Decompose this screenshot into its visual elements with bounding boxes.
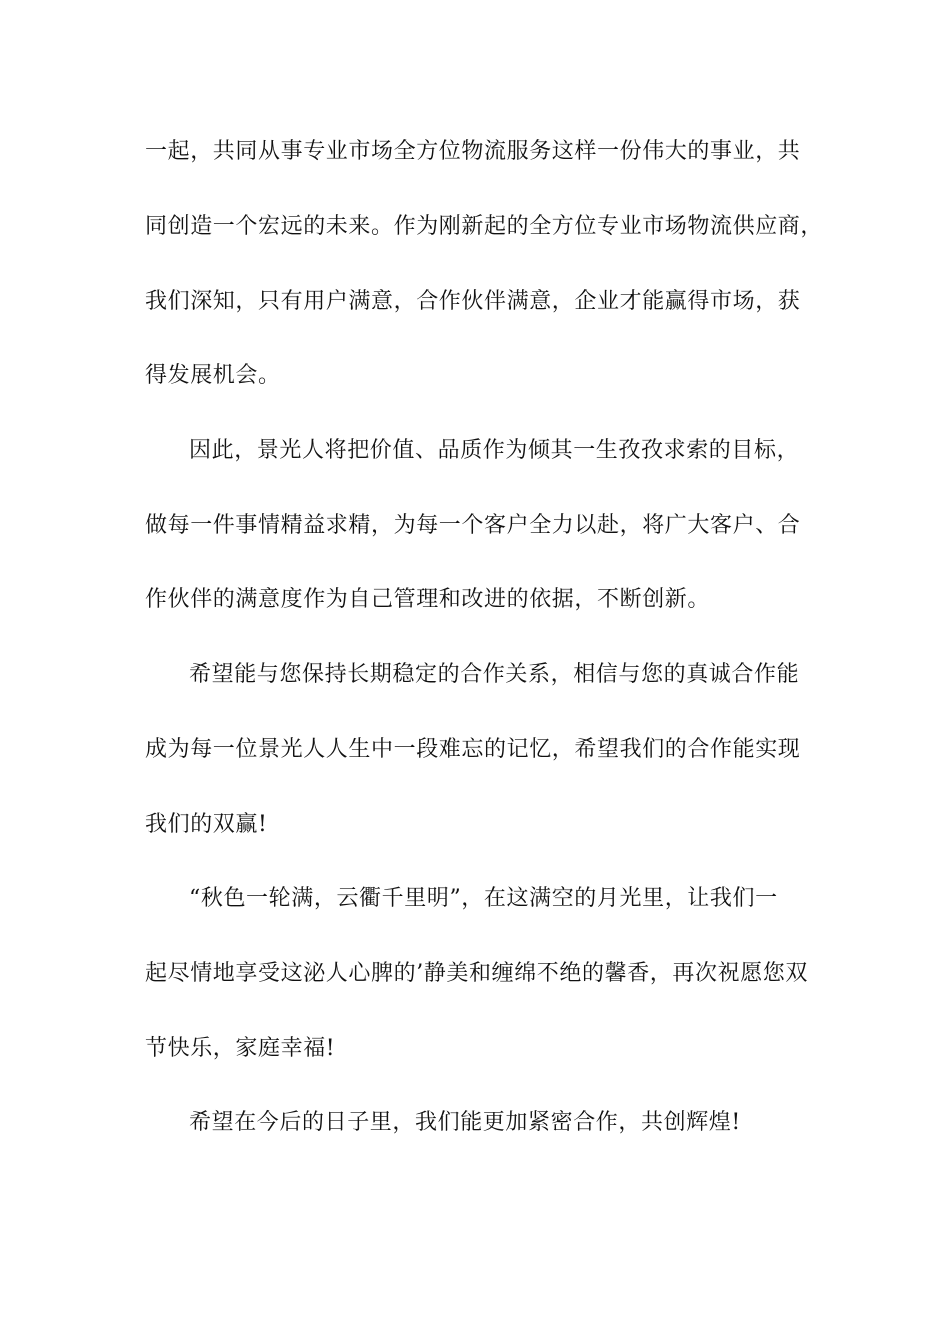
paragraph-2-line-2: 做每一件事情精益求精，为每一个客户全力以赴，将广大客户、合 [145,513,801,538]
paragraph-4-line-2: 起尽情地享受这泌人心脾的’静美和缠绵不绝的馨香，再次祝愿您双 [145,961,808,986]
paragraph-1-line-1: 一起，共同从事专业市场全方位物流服务这样一份伟大的事业，共 [145,139,801,164]
paragraph-2-line-3: 作伙伴的满意度作为自己管理和改进的依据，不断创新。 [145,587,711,612]
paragraph-3-line-2: 成为每一位景光人人生中一段难忘的记忆，希望我们的合作能实现 [145,737,801,762]
paragraph-1-line-2: 同创造一个宏远的未来。作为刚新起的全方位专业市场物流供应商， [145,214,824,239]
paragraph-3-line-3: 我们的双赢! [145,812,268,837]
paragraph-1-line-3: 我们深知，只有用户满意，合作伙伴满意，企业才能赢得市场，获 [145,289,801,314]
paragraph-4-line-3: 节快乐，家庭幸福! [145,1036,336,1061]
paragraph-1-line-4: 得发展机会。 [145,363,281,388]
paragraph-3-line-1: 希望能与您保持长期稳定的合作关系，相信与您的真诚合作能 [189,662,800,687]
paragraph-4-line-1: “秋色一轮满，云衢千里明”，在这满空的月光里，让我们一 [189,886,778,911]
paragraph-2-line-1: 因此，景光人将把价值、品质作为倾其一生孜孜求索的目标， [189,438,800,463]
paragraph-5-line-1: 希望在今后的日子里，我们能更加紧密合作，共创辉煌! [189,1110,741,1135]
